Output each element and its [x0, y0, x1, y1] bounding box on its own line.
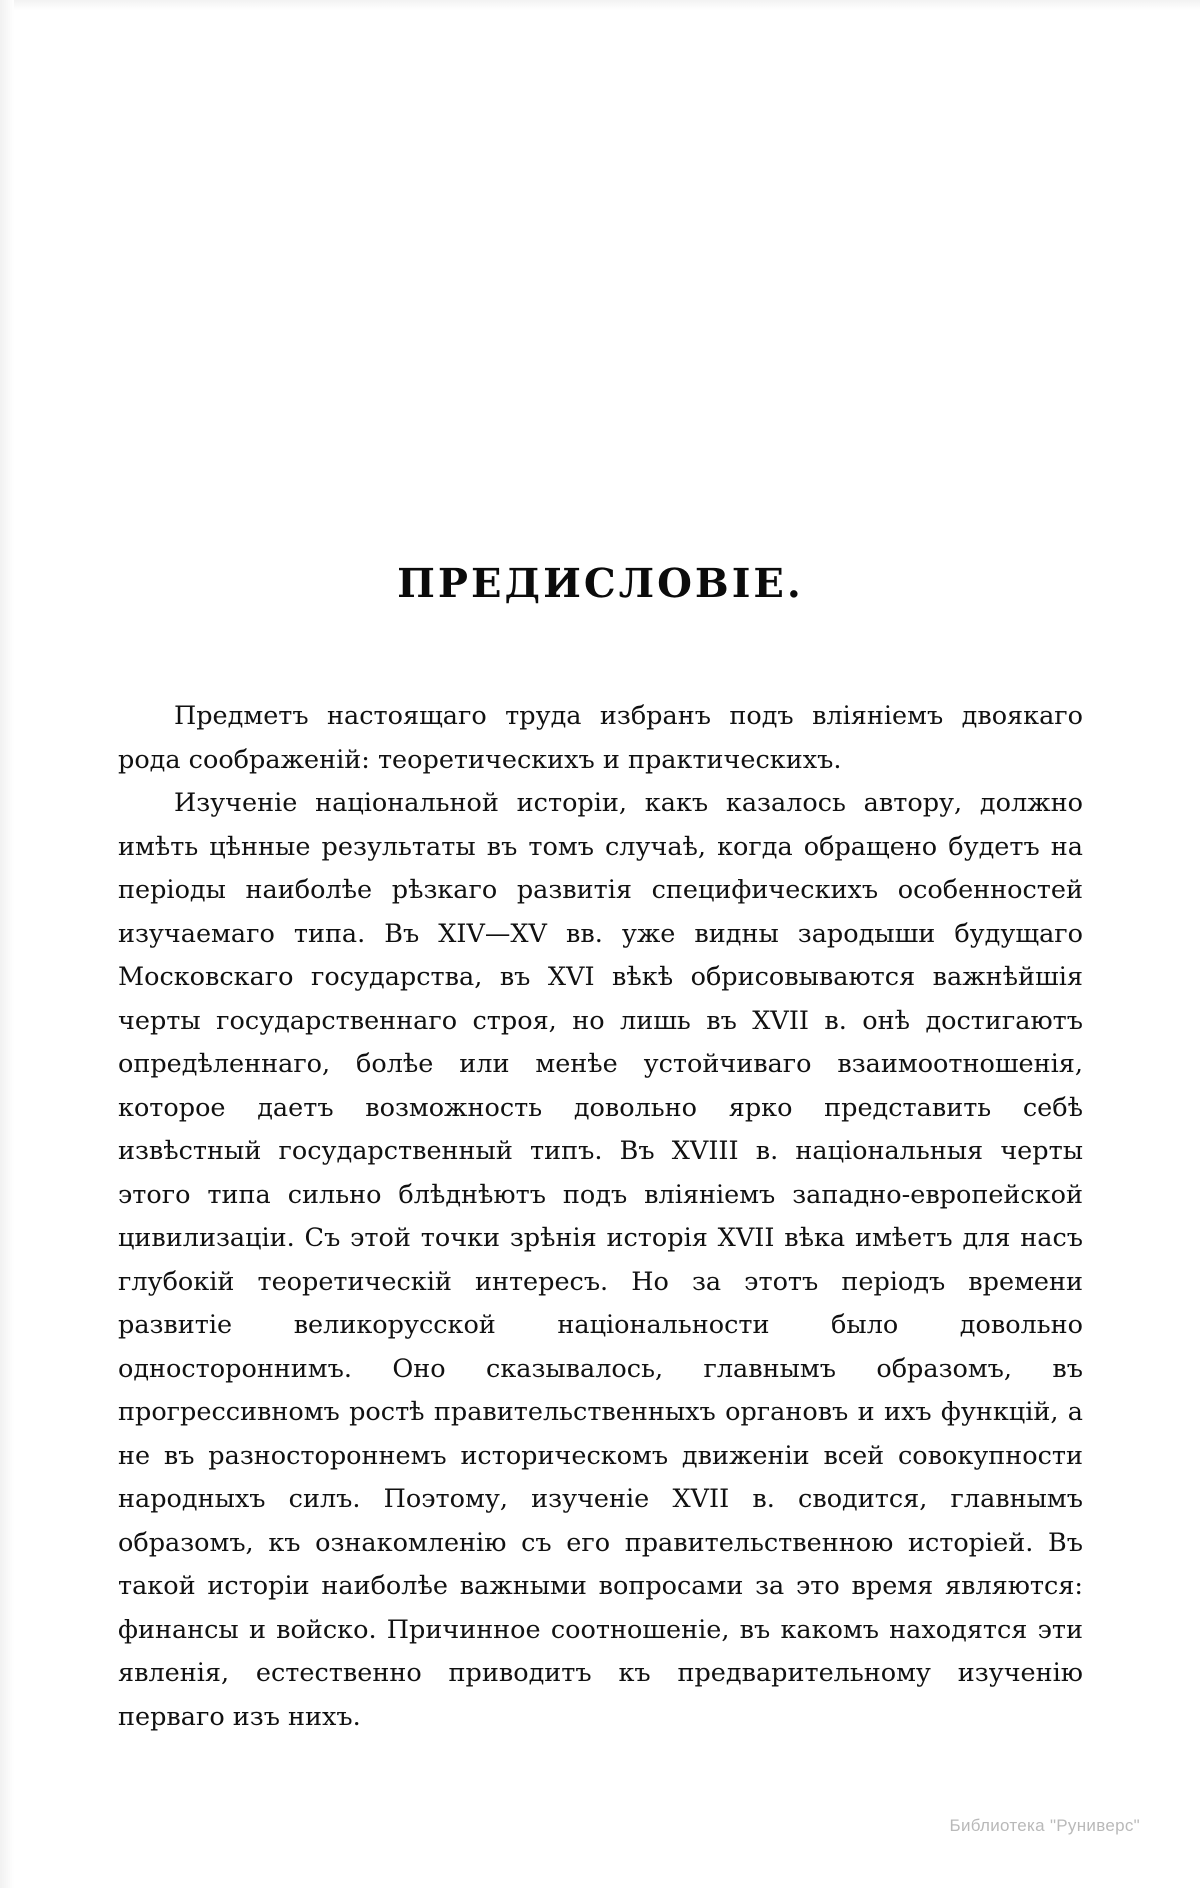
- page-edge-shade-top: [0, 0, 1200, 10]
- body-paragraph: Изученіе національной исторіи, какъ казалось автору, должно имѣть цѣнные результаты въ томъ случаѣ, когда обращено будетъ на періоды наиболѣе рѣзкаго развитія специфическихъ особенностей изучаемаго типа. Въ XIV—XV вв. уже видны зародыши будущаго Московскаго государства, въ XVI вѣкѣ обрисовываются важнѣйшія черты государственнаго строя, но лишь въ XVII в. онѣ достигаютъ опредѣленнаго, болѣе или менѣе устойчиваго взаимоотношенія, которое даетъ возможность довольно ярко представить себѣ извѣстный государственный типъ. Въ XVIII в. національныя черты этого типа сильно блѣднѣютъ подъ вліяніемъ западно-европейской цивилизаціи. Съ этой точки зрѣнія исторія XVII вѣка имѣетъ для насъ глубокій теоретическій интересъ. Но за этотъ періодъ времени развитіе великорусской національности было довольно одностороннимъ. Оно сказывалось, главнымъ образомъ, въ прогрессивномъ ростѣ правительственныхъ органовъ и ихъ функцій, а не въ разностороннемъ историческомъ движеніи всей совокупности народныхъ силъ. Поэтому, изученіе XVII в. сводится, главнымъ образомъ, къ ознакомленію съ его правительственною исторіей. Въ такой исторіи наиболѣе важными вопросами за это время являются: финансы и войско. Причинное соотношеніе, въ какомъ находятся эти явленія, естественно приводитъ къ предварительному изученію перваго изъ нихъ.: [118, 788, 1083, 1732]
- body-paragraph: Предметъ настоящаго труда избранъ подъ вліяніемъ двоякаго рода соображеній: теоретическихъ и практическихъ.: [118, 701, 1083, 775]
- page-content: [118, 560, 1083, 1739]
- library-watermark: Библиотека "Руниверс": [949, 1816, 1140, 1835]
- page-title: ПРЕДИСЛОВІЕ.: [397, 560, 804, 607]
- page-edge-shade-left: [0, 0, 14, 1888]
